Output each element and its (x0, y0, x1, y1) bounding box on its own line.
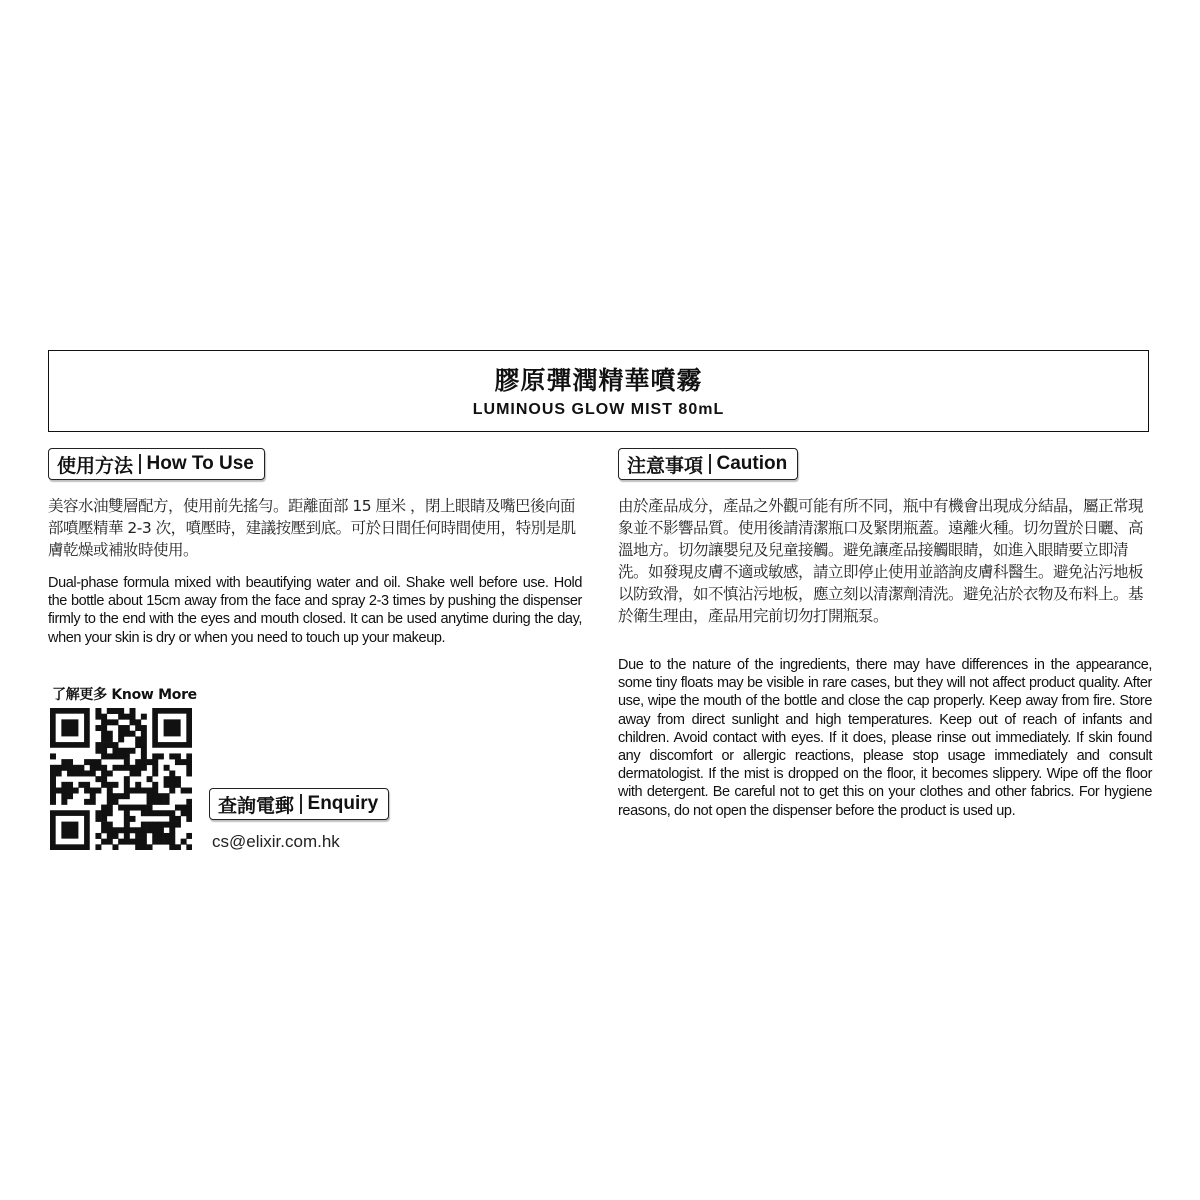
enquiry-heading-zh: 查詢電郵 (218, 794, 295, 817)
how-to-use-heading-zh: 使用方法 (57, 454, 134, 477)
how-to-use-text-zh: 美容水油雙層配方，使用前先搖勻。距離面部 15 厘米 ，閉上眼睛及嘴巴後向面部噴壓精華 2-3 次，噴壓時，建議按壓到底。可於日間任何時間使用，特別是肌膚乾燥或補妝時使用。 (48, 497, 576, 559)
caution-heading-zh: 注意事項 (627, 454, 704, 477)
product-title-box (48, 350, 1149, 432)
enquiry-heading-en: Enquiry (307, 793, 379, 814)
heading-divider (139, 454, 141, 474)
qr-code-icon[interactable] (50, 708, 192, 850)
caution-heading-en: Caution (716, 453, 788, 474)
heading-divider (300, 794, 302, 814)
how-to-use-heading (48, 448, 265, 480)
heading-divider (709, 454, 711, 474)
know-more-label: 了解更多 Know More (52, 687, 197, 703)
product-name-zh: 膠原彈潤精華噴霧 (494, 366, 703, 395)
product-name-en: LUMINOUS GLOW MIST 80mL (472, 401, 725, 418)
enquiry-email-link[interactable]: cs@elixir.com.hk (212, 832, 340, 851)
how-to-use-text-en: Dual-phase formula mixed with beautifying water and oil. Shake well before use. Hold the bottle about 15cm away from the face and spray 2-3 times by pushing the dispenser firmly to the end with the eyes and mouth closed. It can be used anytime during the day, when your skin is dry or when you need to touch up your makeup. (48, 575, 582, 646)
caution-text-en: Due to the nature of the ingredients, there may have differences in the appearance, some tiny floats may be visible in rare cases, but they will not affect product quality. After use, wipe the mouth of the bottle and close the cap properly. Keep away from fire. Store away from direct sunlight and high temperatures. Keep out of reach of infants and children. Avoid contact with eyes. If it does, please rinse out immediately. If skin found any discomfort or allergic reactions, please stop usage immediately and consult dermatologist. If the mist is dropped on the floor, it becomes slippery. Wipe off the floor with detergent. Be careful not to get this on your clothes and other fabrics. For hygiene reasons, do not open the dispenser before the product is used up. (618, 657, 1152, 819)
caution-heading (618, 448, 798, 480)
caution-text-zh: 由於產品成分，產品之外觀可能有所不同，瓶中有機會出現成分結晶，屬正常現象並不影響品質。使用後請清潔瓶口及緊閉瓶蓋。遠離火種。切勿置於日曬、高溫地方。切勿讓嬰兒及兒童接觸。避免讓產品接觸眼睛，如進入眼睛要立即清洗。如發現皮膚不適或敏感，請立即停止使用並諮詢皮膚科醫生。避免沾污地板以防致滑，如不慎沾污地板，應立刻以清潔劑清洗。避免沾於衣物及布料上。基於衛生理由，產品用完前切勿打開瓶泵。 (618, 497, 1144, 625)
how-to-use-heading-en: How To Use (146, 453, 254, 474)
enquiry-heading (209, 788, 389, 820)
